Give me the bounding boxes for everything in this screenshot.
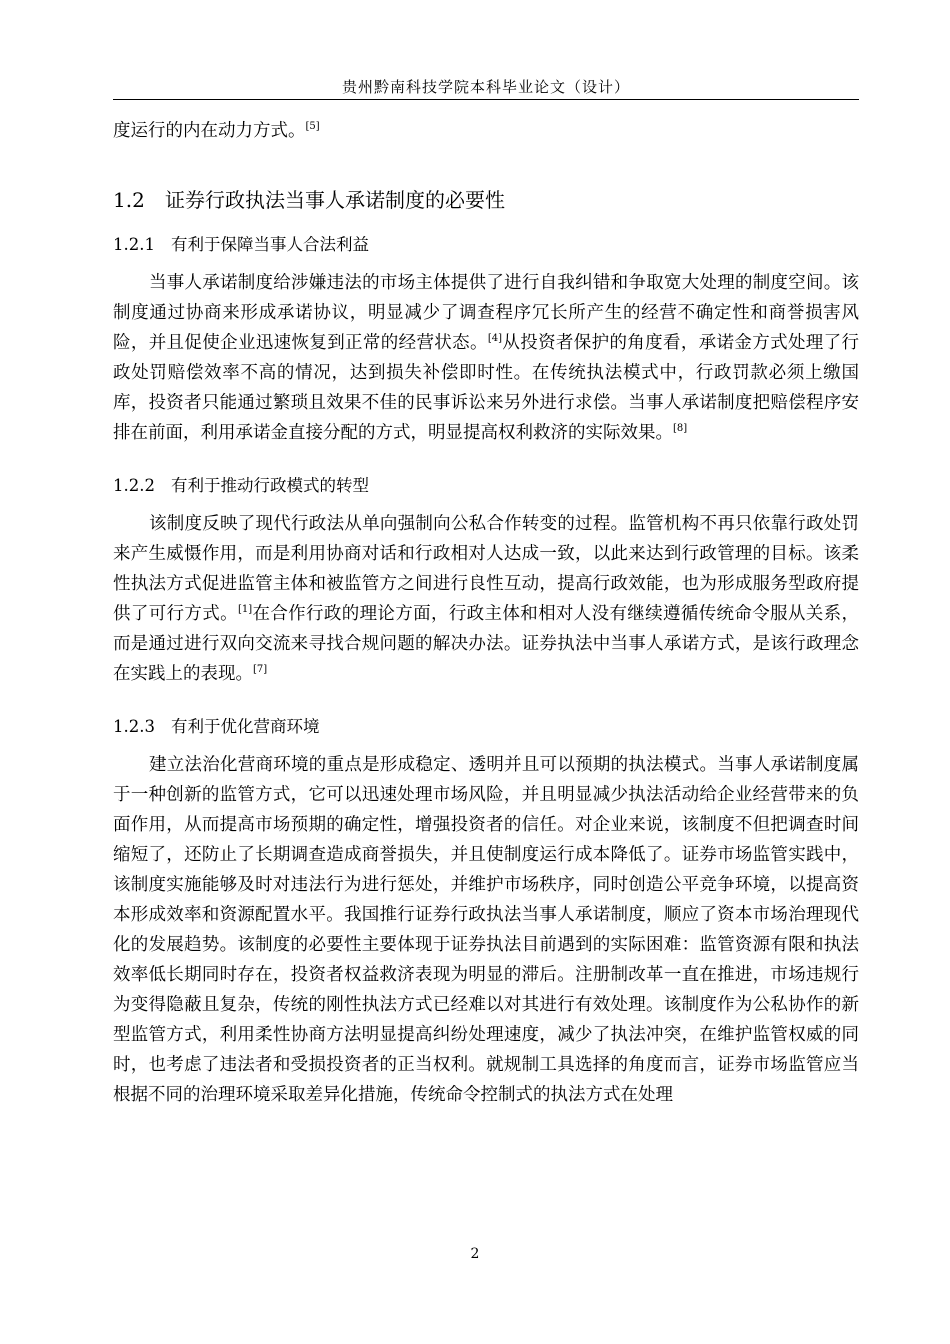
intro-text: 度运行的内在动力方式。 [113,121,306,141]
citation-ref: [8] [673,423,688,435]
section-number: 1.2 [113,188,145,212]
intro-paragraph [113,116,859,146]
running-header: 贵州黔南科技学院本科毕业论文（设计） [341,78,630,96]
body-paragraph [113,268,859,448]
subsection-title: 有利于优化营商环境 [171,717,320,736]
paragraph-text: 在合作行政的理论方面，行政主体和相对人没有继续遵循传统命令服从关系，而是通过进行双向交流来寻找合规问题的解决办法。证券执法中当事人承诺方式，是该行政理念在实践上的表现。 [113,604,860,684]
subsection-heading [113,230,859,260]
citation-ref: [4] [487,333,503,345]
page-content [113,116,859,1110]
paragraph-text: 该制度反映了现代行政法从单向强制向公私合作转变的过程。监管机构不再只依靠行政处罚来产生威慑作用，而是利用协商对话和行政相对人达成一致，以此来达到行政管理的目标。该柔性执法方式促进监管主体和被监管方之间进行良性互动，提高行政效能，也为形成服务型政府提供了可行方式。 [113,514,859,624]
section-heading [113,185,859,215]
subsection-number: 1.2.3 [113,717,155,736]
paragraph-text: 当事人承诺制度给涉嫌违法的市场主体提供了进行自我纠错和争取宽大处理的制度空间。该制度通过协商来形成承诺协议，明显减少了调查程序冗长所产生的经营不确定性和商誉损害风险，并且促使企业迅速恢复到正常的经营状态。 [113,273,859,353]
page-number: 2 [470,1246,480,1262]
subsection-title: 有利于推动行政模式的转型 [171,476,369,495]
subsection-heading [113,712,859,742]
citation-ref: [5] [305,121,320,133]
paragraph-text: 从投资者保护的角度看，承诺金方式处理了行政处罚赔偿效率不高的情况，达到损失补偿即时性。在传统执法模式中，行政罚款必须上缴国库，投资者只能通过繁琐且效果不佳的民事诉讼来另外进行求偿。当事人承诺制度把赔偿程序安排在前面，利用承诺金直接分配的方式，明显提高权利救济的实际效果。 [113,333,860,443]
subsection-title: 有利于保障当事人合法利益 [171,235,369,254]
header-rule [113,99,859,100]
body-paragraph [113,750,859,1110]
body-paragraph [113,509,859,689]
subsection-number: 1.2.1 [113,235,155,254]
citation-ref: [7] [253,664,268,676]
paragraph-text: 建立法治化营商环境的重点是形成稳定、透明并且可以预期的执法模式。当事人承诺制度属于一种创新的监管方式，它可以迅速处理市场风险，并且明显减少执法活动给企业经营带来的负面作用，从而提高市场预期的确定性，增强投资者的信任。对企业来说，该制度不但把调查时间缩短了，还防止了长期调查造成商誉损失，并且使制度运行成本降低了。证券市场监管实践中，该制度实施能够及时对违法行为进行惩处，并维护市场秩序，同时创造公平竞争环境，以提高资本形成效率和资源配置水平。我国推行证券行政执法当事人承诺制度，顺应了资本市场治理现代化的发展趋势。该制度的必要性主要体现于证券执法目前遇到的实际困难：监管资源有限和执法效率低长期同时存在，投资者权益救济表现为明显的滞后。注册制改革一直在推进，市场违规行为变得隐蔽且复杂，传统的刚性执法方式已经难以对其进行有效处理。该制度作为公私协作的新型监管方式，利用柔性协商方法明显提高纠纷处理速度，减少了执法冲突，在维护监管权威的同时，也考虑了违法者和受损投资者的正当权利。就规制工具选择的角度而言，证券市场监管应当根据不同的治理环境采取差异化措施，传统命令控制式的执法方式在处理 [113,755,859,1105]
citation-ref: [1] [237,604,253,616]
section-title: 证券行政执法当事人承诺制度的必要性 [165,188,505,212]
subsection-heading [113,471,859,501]
subsection-number: 1.2.2 [113,476,155,495]
